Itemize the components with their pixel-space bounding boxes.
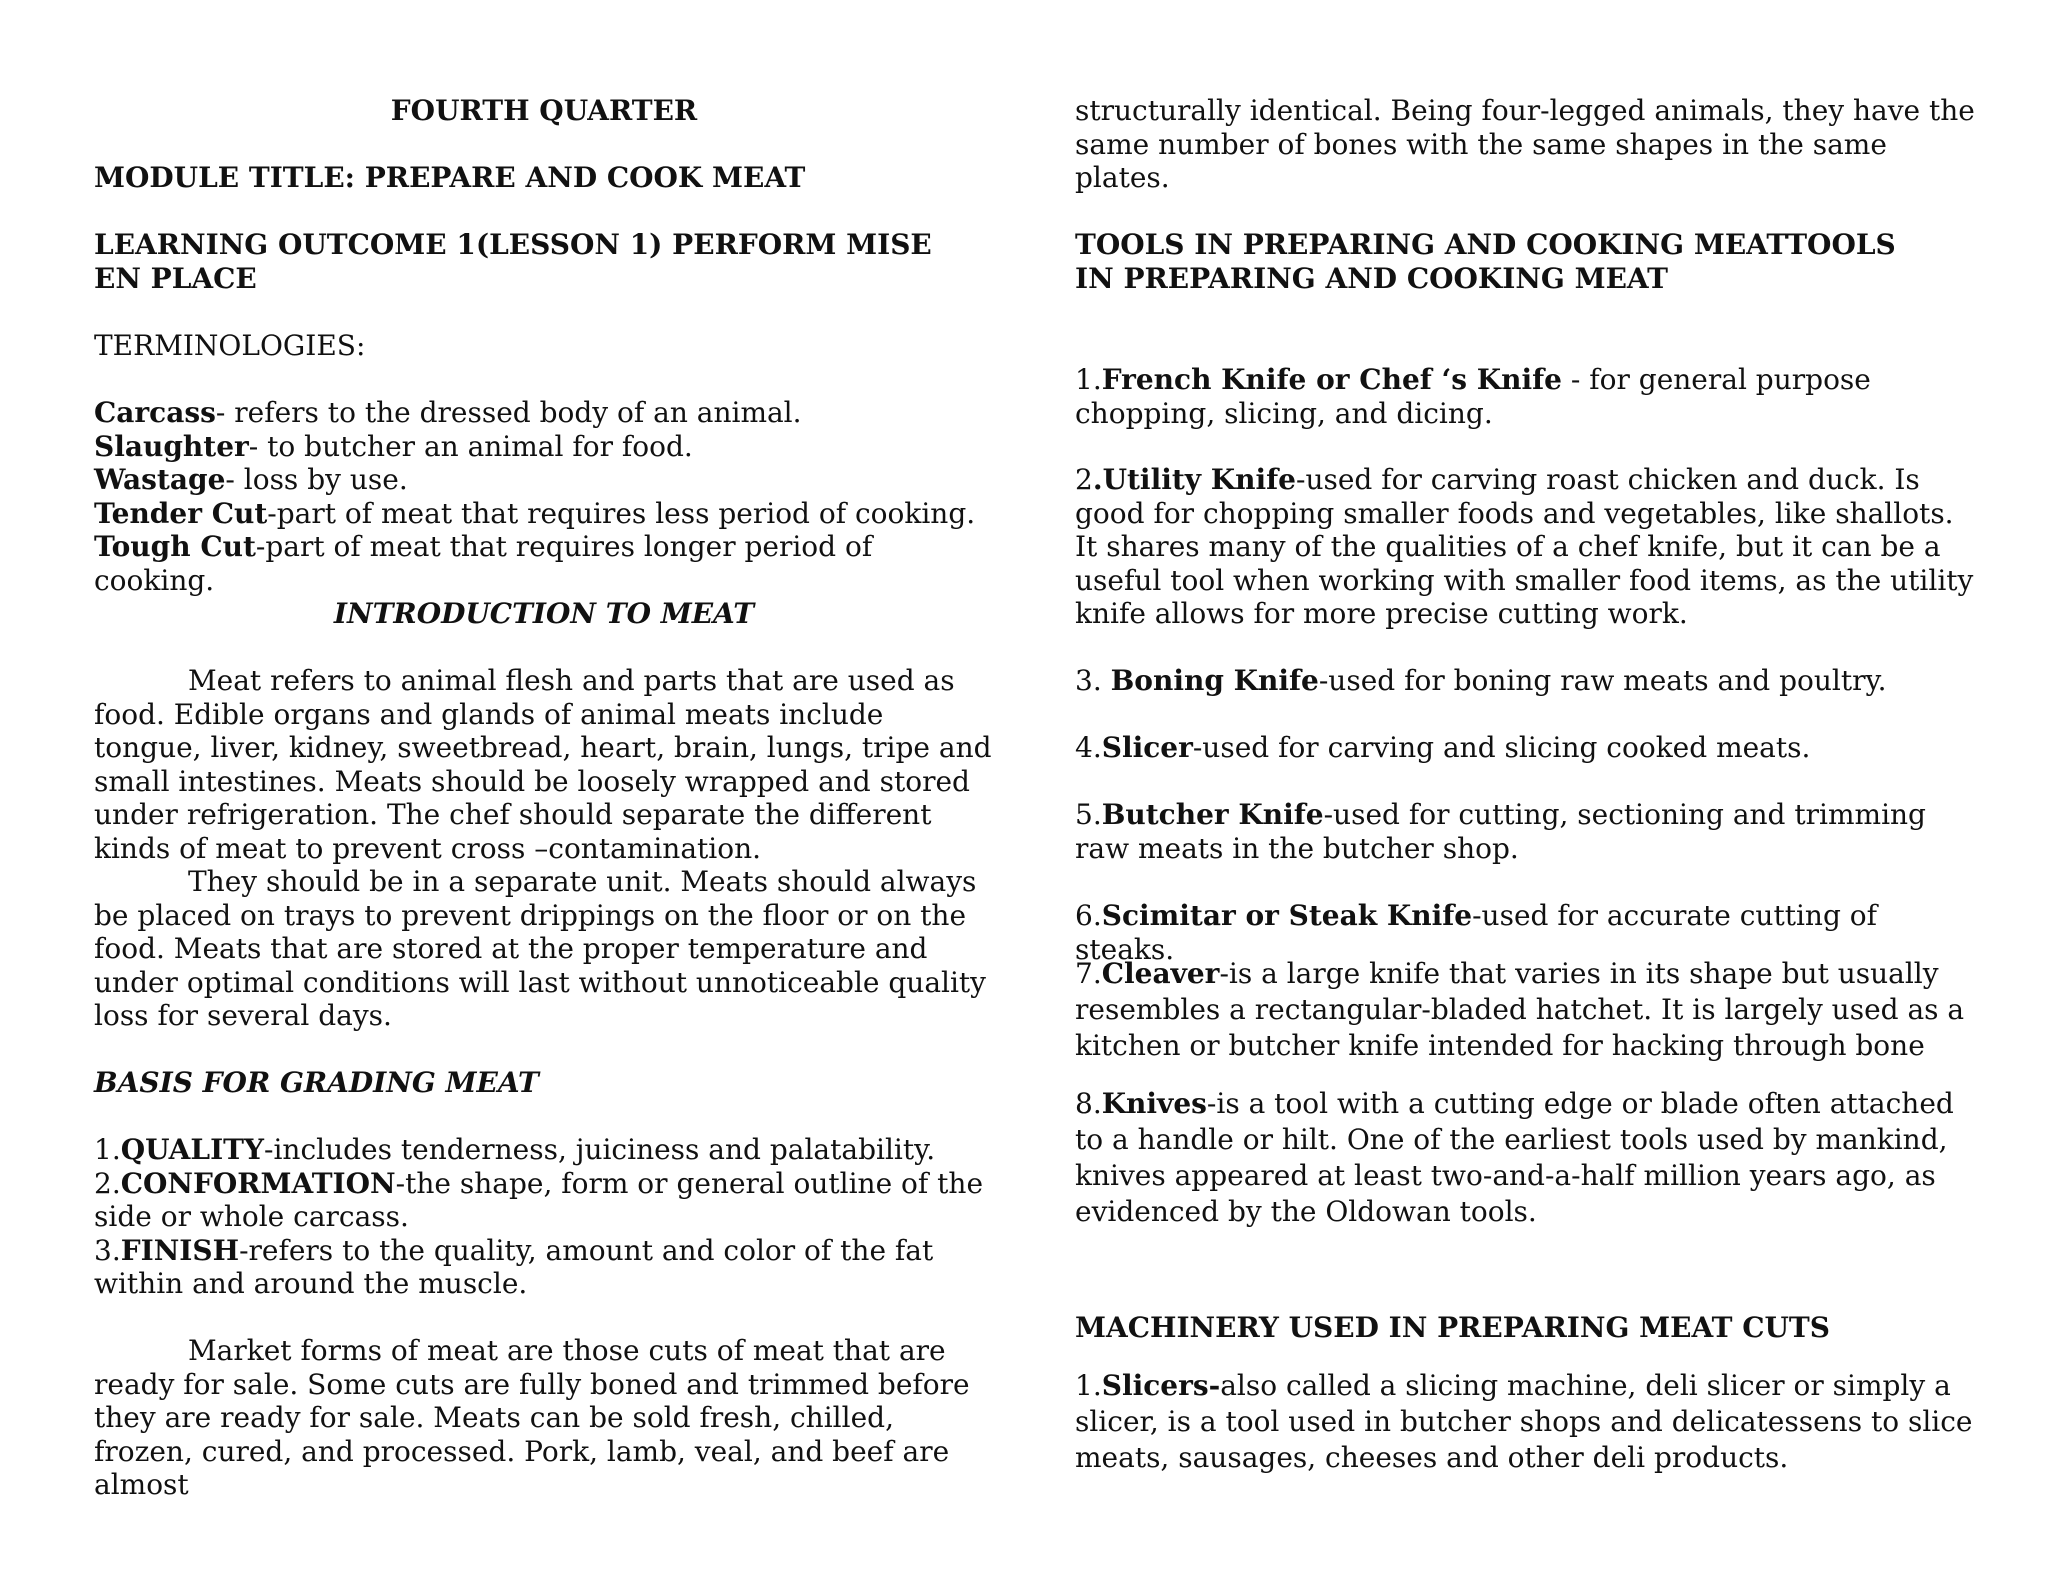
tool-text: -used for boning raw meats and poultry. bbox=[1318, 664, 1887, 697]
grading-heading: BASIS FOR GRADING MEAT bbox=[94, 1066, 539, 1099]
term-word: Tender Cut bbox=[94, 496, 268, 530]
tool-term: Scimitar or Steak Knife bbox=[1101, 899, 1473, 932]
tool-term: Boning Knife bbox=[1110, 664, 1319, 697]
intro-paragraph-1: Meat refers to animal flesh and parts that are used as food. Edible organs and glands of animal meats include tongue, liver, kidney, sweetbread, heart, brain, lungs, tripe and small intestines. Meats should be loosely wrapped and stored under refrigeration. The chef should separate the different kinds of meat to prevent cross –contamination. bbox=[94, 664, 992, 865]
tool-term: Knives bbox=[1101, 1087, 1207, 1120]
machinery-term: Slicers- bbox=[1101, 1369, 1221, 1402]
term-definition: -part of meat that requires less period of cooking. bbox=[267, 496, 976, 530]
intro-paragraph-2: They should be in a separate unit. Meats should always be placed on trays to prevent drippings on the floor or on the food. Meats that are stored at the proper temperature and under optimal conditions will last without unnoticeable quality loss for several days. bbox=[94, 865, 986, 1032]
tool-item: 3. Boning Knife-used for boning raw meats and poultry. bbox=[1075, 664, 1887, 697]
learning-outcome-heading: LEARNING OUTCOME 1(LESSON 1) PERFORM MISE EN PLACE bbox=[94, 228, 932, 295]
grading-text: -refers to the quality, amount and color of the fat within and around the muscle. bbox=[94, 1233, 934, 1300]
tool-item: 4.Slicer-used for carving and slicing cooked meats. bbox=[1075, 731, 1811, 764]
grading-term: QUALITY bbox=[120, 1133, 264, 1166]
term-definition: -part of meat that requires longer period of cooking. bbox=[94, 530, 873, 597]
tool-term: Butcher Knife bbox=[1101, 798, 1324, 831]
quarter-title: FOURTH QUARTER bbox=[390, 94, 698, 127]
tool-text: -is a tool with a cutting edge or blade often attached to a handle or hilt. One of the earliest tools used by mankind, knives appeared at least two-and-a-half million years ago, as evidenced by the Oldowan tools. bbox=[1075, 1087, 1954, 1228]
machinery-item: 1.Slicers-also called a slicing machine, deli slicer or simply a slicer, is a tool used in butcher shops and delicatessens to slice meats, sausages, cheeses and other deli products. bbox=[1075, 1369, 1973, 1474]
tool-item: 1.French Knife or Chef ‘s Knife - for general purpose chopping, slicing, and dicing. bbox=[1075, 363, 1871, 430]
machinery-heading: MACHINERY USED IN PREPARING MEAT CUTS bbox=[1075, 1311, 1830, 1344]
grading-item: 3.FINISH-refers to the quality, amount and color of the fat within and around the muscle. bbox=[94, 1233, 934, 1300]
market-forms-paragraph: Market forms of meat are those cuts of meat that are ready for sale. Some cuts are fully boned and trimmed before they are ready for sale. Meats can be sold fresh, chilled, frozen, cured, and processed. Pork, lamb, veal, and beef are almost bbox=[94, 1334, 970, 1501]
grading-term: CONFORMATION bbox=[120, 1166, 396, 1200]
tool-item: 6.Scimitar or Steak Knife-used for accurate cutting of steaks. bbox=[1075, 899, 1877, 966]
continuation-paragraph: structurally identical. Being four-legged animals, they have the same number of bones with the same shapes in the same plates. bbox=[1075, 94, 1975, 194]
term-definition: - to butcher an animal for food. bbox=[248, 429, 693, 463]
grading-item: 2.CONFORMATION-the shape, form or general outline of the side or whole carcass. bbox=[94, 1166, 984, 1233]
tool-text: - for general purpose chopping, slicing, and dicing. bbox=[1075, 363, 1871, 430]
term-item bbox=[94, 463, 994, 497]
tool-text: -used for carving roast chicken and duck. Is good for chopping smaller foods and vegetables, like shallots. It shares many of the qualities of a chef knife, but it can be a useful tool when working with smaller food items, as the utility knife allows for more precise cutting work. bbox=[1075, 463, 1974, 630]
tool-text: -is a large knife that varies in its shape but usually resembles a rectangular-bladed hatchet. It is largely used as a kitchen or butcher knife intended for hacking through bone bbox=[1075, 957, 1965, 1062]
grading-text: -includes tenderness, juiciness and palatability. bbox=[264, 1133, 936, 1166]
tool-term: French Knife or Chef ‘s Knife bbox=[1101, 363, 1562, 396]
term-word: Wastage bbox=[94, 463, 226, 496]
terminologies-heading: TERMINOLOGIES: bbox=[94, 329, 366, 362]
term-item bbox=[94, 530, 994, 597]
tool-item: 5.Butcher Knife-used for cutting, sectioning and trimming raw meats in the butcher shop. bbox=[1075, 798, 1926, 865]
intro-heading: INTRODUCTION TO MEAT bbox=[333, 597, 755, 630]
tool-item: 2.Utility Knife-used for carving roast chicken and duck. Is good for chopping smaller foods and vegetables, like shallots. It shares many of the qualities of a chef knife, but it can be a useful tool when working with smaller food items, as the utility knife allows for more precise cutting work. bbox=[1075, 463, 1974, 630]
machinery-text: also called a slicing machine, deli slicer or simply a slicer, is a tool used in butcher shops and delicatessens to slice meats, sausages, cheeses and other deli products. bbox=[1075, 1369, 1973, 1474]
tool-text: -used for carving and slicing cooked meats. bbox=[1192, 731, 1811, 764]
term-definition: - refers to the dressed body of an animal. bbox=[215, 396, 802, 429]
term-definition: - loss by use. bbox=[225, 463, 408, 496]
grading-term: FINISH bbox=[120, 1233, 240, 1267]
module-title: MODULE TITLE: PREPARE AND COOK MEAT bbox=[94, 161, 806, 194]
term-word: Carcass bbox=[94, 396, 216, 429]
term-item bbox=[94, 430, 994, 464]
tool-text: -used for cutting, sectioning and trimming raw meats in the butcher shop. bbox=[1075, 798, 1926, 865]
tool-item: 8.Knives-is a tool with a cutting edge or blade often attached to a handle or hilt. One of the earliest tools used by mankind, knives appeared at least two-and-a-half million years ago, as evidenced by the Oldowan tools. bbox=[1075, 1087, 1954, 1228]
grading-text: -the shape, form or general outline of the side or whole carcass. bbox=[94, 1166, 984, 1233]
term-word: Tough Cut bbox=[94, 530, 256, 563]
grading-list bbox=[94, 1133, 994, 1301]
term-word: Slaughter bbox=[94, 429, 249, 463]
grading-item: 1.QUALITY-includes tenderness, juiciness and palatability. bbox=[94, 1133, 936, 1166]
term-item bbox=[94, 497, 994, 531]
tools-heading: TOOLS IN PREPARING AND COOKING MEATTOOLS IN PREPARING AND COOKING MEAT bbox=[1075, 228, 1896, 295]
tool-term: Slicer bbox=[1101, 731, 1193, 764]
term-item bbox=[94, 396, 994, 430]
tool-term: Cleaver bbox=[1101, 957, 1220, 990]
terms-list bbox=[94, 396, 994, 597]
tool-item: 7.Cleaver-is a large knife that varies in its shape but usually resembles a rectangular-bladed hatchet. It is largely used as a kitchen or butcher knife intended for hacking through bone bbox=[1075, 957, 1965, 1062]
tool-text: -used for accurate cutting of steaks. bbox=[1075, 899, 1877, 966]
tool-term: .Utility Knife bbox=[1092, 463, 1296, 496]
